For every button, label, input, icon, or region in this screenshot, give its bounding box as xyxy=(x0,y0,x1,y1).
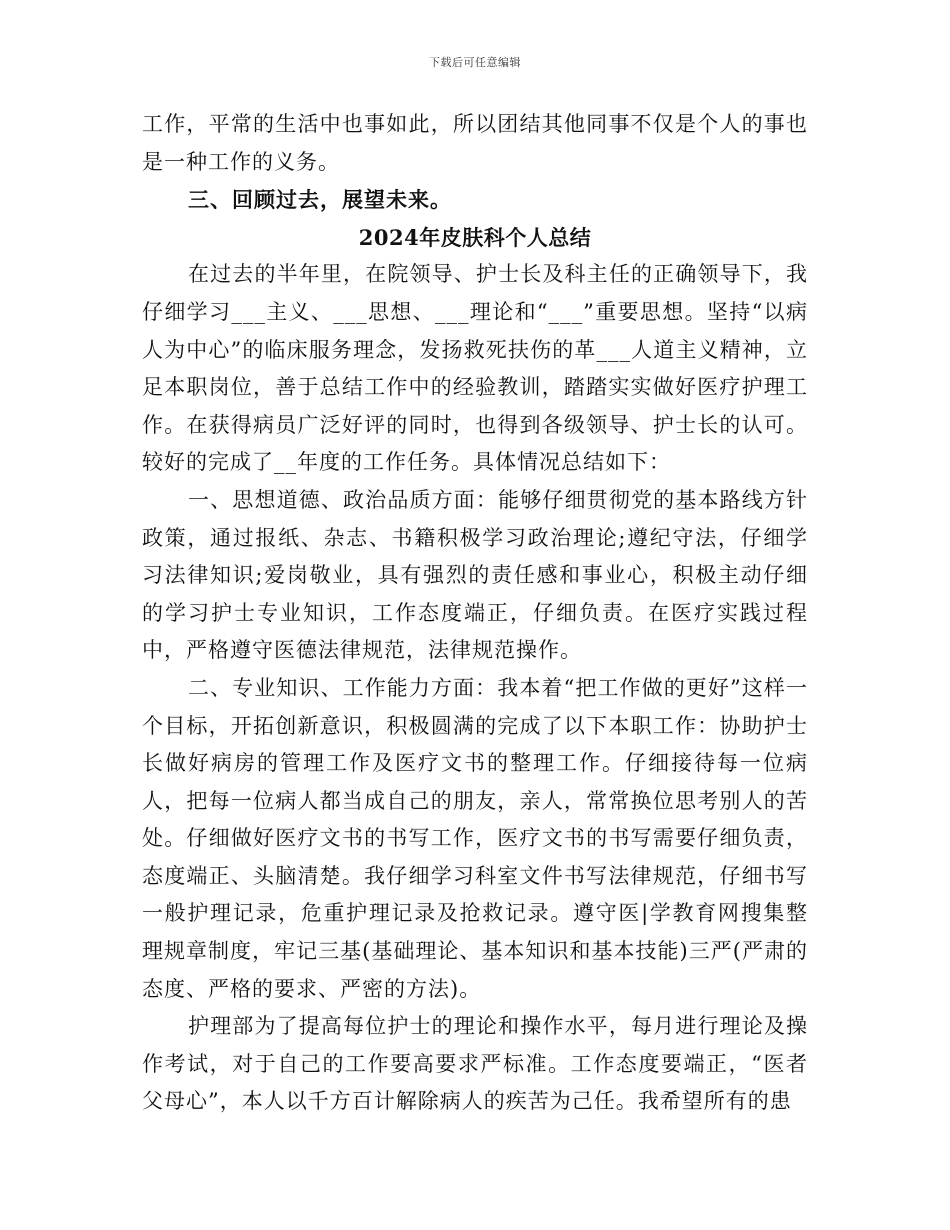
paragraph-nursing-dept: 护理部为了提高每位护士的理论和操作水平，每月进行理论及操作考试，对于自己的工作要高要求严标准。工作态度要端正，“医者父母心”，本人以千方百计解除病人的疾苦为己任。我希望所有的患 xyxy=(142,1014,808,1114)
paragraph-ideology: 一、思想道德、政治品质方面：能够仔细贯彻党的基本路线方针政策，通过报纸、杂志、书籍积极学习政治理论;遵纪守法，仔细学习法律知识;爱岗敬业，具有强烈的责任感和事业心，积极主动仔细的学习护士专业知识，工作态度端正，仔细负责。在医疗实践过程中，严格遵守医德法律规范，法律规范操作。 xyxy=(142,487,808,663)
paragraph-overview: 在过去的半年里，在院领导、护士长及科主任的正确领导下，我仔细学习___主义、___思想、___理论和“___”重要思想。坚持“以病人为中心”的临床服务理念，发扬救死扶伤的革___人道主义精神，立足本职岗位，善于总结工作中的经验教训，踏踏实实做好医疗护理工作。在获得病员广泛好评的同时，也得到各级领导、护士长的认可。较好的完成了__年度的工作任务。具体情况总结如下： xyxy=(142,262,808,475)
paragraph-professional: 二、专业知识、工作能力方面：我本着“把工作做的更好”这样一个目标，开拓创新意识，积极圆满的完成了以下本职工作：协助护士长做好病房的管理工作及医疗文书的整理工作。仔细接待每一位病人，把每一位病人都当成自己的朋友，亲人，常常换位思考别人的苦处。仔细做好医疗文书的书写工作，医疗文书的书写需要仔细负责，态度端正、头脑清楚。我仔细学习科室文件书写法律规范，仔细书写一般护理记录，危重护理记录及抢救记录。遵守医|学教育网搜集整理规章制度，牢记三基(基础理论、基本知识和基本技能)三严(严肃的态度、严格的要求、严密的方法)。 xyxy=(142,675,808,1001)
document-title: 2024年皮肤科个人总结 xyxy=(358,224,592,250)
intro-paragraph: 工作，平常的生活中也事如此，所以团结其他同事不仅是个人的事也是一种工作的义务。 xyxy=(142,112,808,174)
section-heading: 三、回顾过去，展望未来。 xyxy=(188,187,452,213)
page-header: 下载后可任意编辑 xyxy=(429,56,521,69)
document-body xyxy=(142,106,808,1121)
